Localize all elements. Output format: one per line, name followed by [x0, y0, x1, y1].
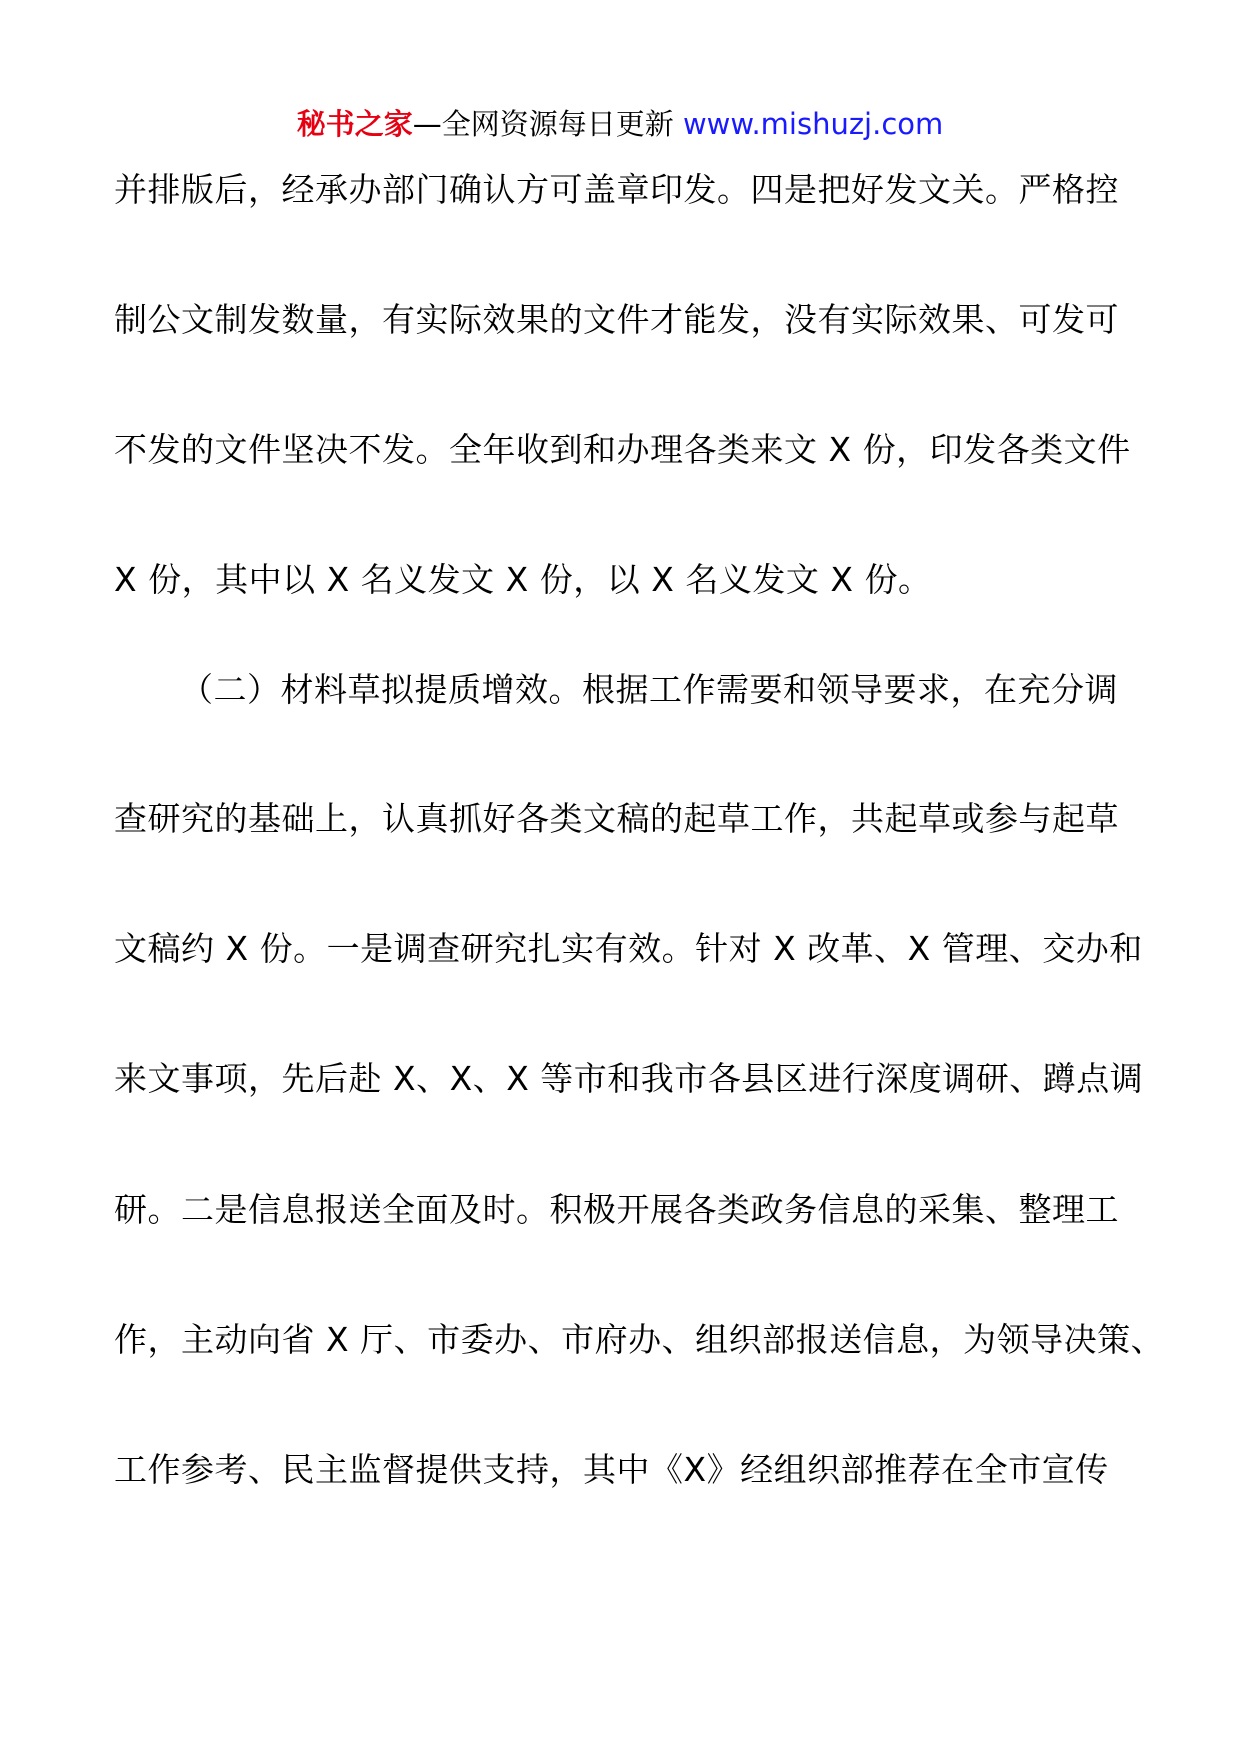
body-text-line: 并排版后，经承办部门确认方可盖章印发。四是把好发文关。严格控 — [114, 170, 1119, 209]
site-url-link[interactable]: www.mishuzj.com — [682, 107, 944, 141]
body-text-line: 文稿约 X 份。一是调查研究扎实有效。针对 X 改革、X 管理、交办和 — [114, 929, 1143, 968]
body-text-line: X 份，其中以 X 名义发文 X 份，以 X 名义发文 X 份。 — [114, 560, 932, 599]
section-heading-line: （二）材料草拟提质增效。根据工作需要和领导要求，在充分调 — [180, 670, 1118, 709]
body-text-line: 作，主动向省 X 厅、市委办、市府办、组织部报送信息，为领导决策、 — [114, 1320, 1165, 1359]
page-header — [0, 104, 1240, 144]
header-tagline: —全网资源每日更新 — [412, 107, 674, 141]
body-text-line: 来文事项，先后赴 X、X、X 等市和我市各县区进行深度调研、蹲点调 — [114, 1059, 1144, 1098]
body-text-line: 研。二是信息报送全面及时。积极开展各类政务信息的采集、整理工 — [114, 1190, 1119, 1229]
body-text-line: 工作参考、民主监督提供支持，其中《X》经组织部推荐在全市宣传 — [114, 1450, 1109, 1489]
body-text-line: 制公文制发数量，有实际效果的文件才能发，没有实际效果、可发可 — [114, 300, 1119, 339]
body-text-line: 不发的文件坚决不发。全年收到和办理各类来文 X 份，印发各类文件 — [114, 430, 1131, 469]
body-text-line: 查研究的基础上，认真抓好各类文稿的起草工作，共起草或参与起草 — [114, 799, 1119, 838]
brand-name: 秘书之家 — [296, 107, 413, 141]
